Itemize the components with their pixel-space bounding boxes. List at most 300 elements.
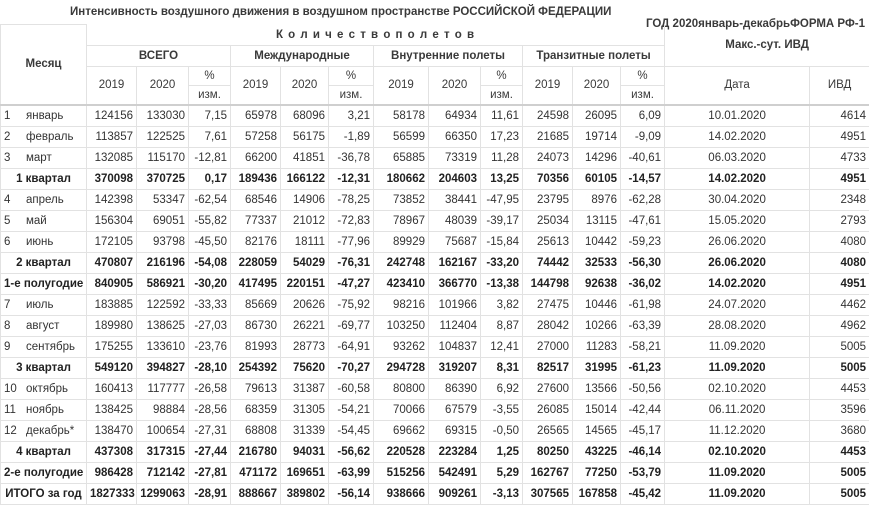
- value-cell: 223284: [429, 441, 481, 462]
- value-cell: 1827333: [87, 483, 137, 504]
- value-cell: 68546: [231, 189, 281, 210]
- value-cell: 27600: [523, 378, 573, 399]
- value-cell: 11.09.2020: [665, 336, 810, 357]
- value-cell: 909261: [429, 483, 481, 504]
- value-cell: 28.08.2020: [665, 315, 810, 336]
- value-cell: 80800: [374, 378, 429, 399]
- value-cell: 204603: [429, 168, 481, 189]
- col-tr-2020: 2020: [573, 66, 621, 105]
- table-row: [1, 105, 869, 127]
- value-cell: 57258: [231, 126, 281, 147]
- col-tr-pct: %: [621, 66, 665, 85]
- value-cell: 67579: [429, 399, 481, 420]
- value-cell: 4453: [810, 378, 869, 399]
- value-cell: 113857: [87, 126, 137, 147]
- value-cell: 317315: [137, 441, 189, 462]
- month-cell: [1, 210, 87, 231]
- value-cell: -39,17: [481, 210, 523, 231]
- value-cell: 366770: [429, 273, 481, 294]
- value-cell: -3,55: [481, 399, 523, 420]
- value-cell: -60,58: [329, 378, 374, 399]
- col-dom-pct: %: [481, 66, 523, 85]
- value-cell: -56,14: [329, 483, 374, 504]
- value-cell: 104837: [429, 336, 481, 357]
- value-cell: 167858: [573, 483, 621, 504]
- value-cell: -42,44: [621, 399, 665, 420]
- value-cell: 79613: [231, 378, 281, 399]
- value-cell: 48039: [429, 210, 481, 231]
- table-header: [1, 25, 869, 105]
- value-cell: 11.12.2020: [665, 420, 810, 441]
- value-cell: -50,56: [621, 378, 665, 399]
- value-cell: 28042: [523, 315, 573, 336]
- col-ivd: ИВД: [810, 66, 869, 105]
- value-cell: 75620: [281, 357, 329, 378]
- value-cell: 70356: [523, 168, 573, 189]
- value-cell: 5005: [810, 336, 869, 357]
- month-label: 1-е полугодие: [4, 277, 84, 290]
- table-row: [1, 168, 869, 189]
- value-cell: 14.02.2020: [665, 168, 810, 189]
- traffic-table: [0, 24, 869, 505]
- value-cell: 4733: [810, 147, 869, 168]
- value-cell: 4962: [810, 315, 869, 336]
- value-cell: 122592: [137, 294, 189, 315]
- value-cell: 77250: [573, 462, 621, 483]
- col-dom-2019: 2019: [374, 66, 429, 105]
- value-cell: 98884: [137, 399, 189, 420]
- value-cell: -0,50: [481, 420, 523, 441]
- table-body: [1, 105, 869, 505]
- value-cell: -3,13: [481, 483, 523, 504]
- value-cell: 4951: [810, 273, 869, 294]
- table-row: [1, 357, 869, 378]
- month-cell: [1, 189, 87, 210]
- table-row: [1, 441, 869, 462]
- value-cell: 75687: [429, 231, 481, 252]
- value-cell: 160413: [87, 378, 137, 399]
- value-cell: 02.10.2020: [665, 441, 810, 462]
- value-cell: 115170: [137, 147, 189, 168]
- month-cell: [1, 294, 87, 315]
- col-dom-chg: изм.: [481, 85, 523, 105]
- value-cell: -23,76: [189, 336, 231, 357]
- value-cell: -47,27: [329, 273, 374, 294]
- value-cell: 66350: [429, 126, 481, 147]
- value-cell: -53,79: [621, 462, 665, 483]
- table-row: [1, 231, 869, 252]
- value-cell: 4951: [810, 126, 869, 147]
- value-cell: -36,02: [621, 273, 665, 294]
- value-cell: 89929: [374, 231, 429, 252]
- month-number: 3: [4, 151, 11, 164]
- value-cell: -45,42: [621, 483, 665, 504]
- month-label: май: [26, 214, 47, 227]
- value-cell: 228059: [231, 252, 281, 273]
- value-cell: 2348: [810, 189, 869, 210]
- value-cell: 11,61: [481, 105, 523, 127]
- value-cell: 69051: [137, 210, 189, 231]
- month-label: 1 квартал: [16, 172, 71, 185]
- value-cell: -76,31: [329, 252, 374, 273]
- value-cell: 4453: [810, 441, 869, 462]
- value-cell: 175255: [87, 336, 137, 357]
- value-cell: 11.09.2020: [665, 462, 810, 483]
- value-cell: -61,98: [621, 294, 665, 315]
- value-cell: 122525: [137, 126, 189, 147]
- value-cell: 92638: [573, 273, 621, 294]
- month-label: апрель: [26, 193, 64, 206]
- value-cell: -59,23: [621, 231, 665, 252]
- month-cell: [1, 315, 87, 336]
- value-cell: 25613: [523, 231, 573, 252]
- value-cell: 18111: [281, 231, 329, 252]
- value-cell: 3,82: [481, 294, 523, 315]
- value-cell: 19714: [573, 126, 621, 147]
- month-label: июль: [26, 298, 54, 311]
- col-domestic: Внутренние полеты: [374, 45, 523, 66]
- value-cell: 133610: [137, 336, 189, 357]
- month-label: 2-е полугодие: [4, 466, 84, 479]
- value-cell: -58,21: [621, 336, 665, 357]
- table-row: [1, 147, 869, 168]
- value-cell: 73319: [429, 147, 481, 168]
- col-date: Дата: [665, 66, 810, 105]
- value-cell: 515256: [374, 462, 429, 483]
- value-cell: 4080: [810, 252, 869, 273]
- value-cell: -27,03: [189, 315, 231, 336]
- value-cell: 21012: [281, 210, 329, 231]
- value-cell: -54,08: [189, 252, 231, 273]
- report-title: Интенсивность воздушного движения в воздушном пространстве РОССИЙСКОЙ ФЕДЕРАЦИИ: [70, 6, 612, 18]
- col-intl-chg: изм.: [329, 85, 374, 105]
- value-cell: -28,91: [189, 483, 231, 504]
- value-cell: 986428: [87, 462, 137, 483]
- value-cell: 26221: [281, 315, 329, 336]
- month-cell: [1, 378, 87, 399]
- value-cell: 60105: [573, 168, 621, 189]
- value-cell: 13566: [573, 378, 621, 399]
- value-cell: 14.02.2020: [665, 126, 810, 147]
- value-cell: 840905: [87, 273, 137, 294]
- value-cell: 471172: [231, 462, 281, 483]
- value-cell: 27475: [523, 294, 573, 315]
- value-cell: -77,96: [329, 231, 374, 252]
- value-cell: 5005: [810, 462, 869, 483]
- value-cell: 58178: [374, 105, 429, 127]
- value-cell: 370098: [87, 168, 137, 189]
- value-cell: 14296: [573, 147, 621, 168]
- value-cell: 3680: [810, 420, 869, 441]
- month-cell: [1, 483, 87, 504]
- col-total-2020: 2020: [137, 66, 189, 105]
- month-number: 7: [4, 298, 11, 311]
- value-cell: 82517: [523, 357, 573, 378]
- value-cell: 85669: [231, 294, 281, 315]
- value-cell: 68808: [231, 420, 281, 441]
- value-cell: 81993: [231, 336, 281, 357]
- value-cell: 319207: [429, 357, 481, 378]
- value-cell: 216196: [137, 252, 189, 273]
- month-label: декабрь*: [26, 424, 75, 437]
- table-row: [1, 126, 869, 147]
- value-cell: 31387: [281, 378, 329, 399]
- value-cell: 13115: [573, 210, 621, 231]
- table-row: [1, 399, 869, 420]
- value-cell: -27,31: [189, 420, 231, 441]
- month-label: ноябрь: [26, 403, 64, 416]
- month-cell: [1, 147, 87, 168]
- month-cell: [1, 399, 87, 420]
- value-cell: -47,61: [621, 210, 665, 231]
- value-cell: 14.02.2020: [665, 273, 810, 294]
- value-cell: 7,61: [189, 126, 231, 147]
- value-cell: 437308: [87, 441, 137, 462]
- value-cell: 888667: [231, 483, 281, 504]
- value-cell: 370725: [137, 168, 189, 189]
- value-cell: 423410: [374, 273, 429, 294]
- month-label: 2 квартал: [16, 256, 71, 269]
- value-cell: 294728: [374, 357, 429, 378]
- value-cell: -64,91: [329, 336, 374, 357]
- value-cell: 38441: [429, 189, 481, 210]
- month-label: август: [26, 319, 60, 332]
- value-cell: 5005: [810, 357, 869, 378]
- value-cell: 144798: [523, 273, 573, 294]
- value-cell: 80250: [523, 441, 573, 462]
- month-cell: [1, 168, 87, 189]
- value-cell: 26.06.2020: [665, 252, 810, 273]
- col-dom-2020: 2020: [429, 66, 481, 105]
- table-row: [1, 336, 869, 357]
- table-row: [1, 315, 869, 336]
- value-cell: 254392: [231, 357, 281, 378]
- value-cell: -63,39: [621, 315, 665, 336]
- value-cell: -62,54: [189, 189, 231, 210]
- value-cell: 172105: [87, 231, 137, 252]
- value-cell: 24073: [523, 147, 573, 168]
- value-cell: -45,17: [621, 420, 665, 441]
- value-cell: 10.01.2020: [665, 105, 810, 127]
- value-cell: 4951: [810, 168, 869, 189]
- col-total-pct: %: [189, 66, 231, 85]
- value-cell: -69,77: [329, 315, 374, 336]
- value-cell: 65885: [374, 147, 429, 168]
- report-header: [0, 0, 869, 20]
- value-cell: 6,92: [481, 378, 523, 399]
- value-cell: 8976: [573, 189, 621, 210]
- value-cell: 98216: [374, 294, 429, 315]
- month-label: 3 квартал: [16, 361, 71, 374]
- value-cell: 138625: [137, 315, 189, 336]
- col-international: Международные: [231, 45, 374, 66]
- value-cell: -56,62: [329, 441, 374, 462]
- value-cell: 23795: [523, 189, 573, 210]
- value-cell: 13,25: [481, 168, 523, 189]
- table-row: [1, 273, 869, 294]
- value-cell: 31339: [281, 420, 329, 441]
- table-row: [1, 210, 869, 231]
- value-cell: 4080: [810, 231, 869, 252]
- month-cell: [1, 420, 87, 441]
- value-cell: 31305: [281, 399, 329, 420]
- month-cell: [1, 231, 87, 252]
- value-cell: -75,92: [329, 294, 374, 315]
- value-cell: 189980: [87, 315, 137, 336]
- value-cell: 3596: [810, 399, 869, 420]
- month-number: 8: [4, 319, 11, 332]
- value-cell: -36,78: [329, 147, 374, 168]
- value-cell: 162167: [429, 252, 481, 273]
- value-cell: 30.04.2020: [665, 189, 810, 210]
- value-cell: 93798: [137, 231, 189, 252]
- value-cell: -61,23: [621, 357, 665, 378]
- value-cell: 73852: [374, 189, 429, 210]
- table-row: [1, 252, 869, 273]
- month-number: 6: [4, 235, 11, 248]
- month-number: 9: [4, 340, 11, 353]
- value-cell: 133030: [137, 105, 189, 127]
- value-cell: 66200: [231, 147, 281, 168]
- value-cell: 586921: [137, 273, 189, 294]
- month-number: 10: [4, 382, 17, 395]
- month-cell: [1, 441, 87, 462]
- value-cell: 220528: [374, 441, 429, 462]
- month-cell: [1, 462, 87, 483]
- value-cell: 712142: [137, 462, 189, 483]
- value-cell: -55,82: [189, 210, 231, 231]
- col-total-2019: 2019: [87, 66, 137, 105]
- value-cell: 124156: [87, 105, 137, 127]
- value-cell: -12,81: [189, 147, 231, 168]
- value-cell: 64934: [429, 105, 481, 127]
- month-label: сентябрь: [26, 340, 75, 353]
- value-cell: -30,20: [189, 273, 231, 294]
- value-cell: 11283: [573, 336, 621, 357]
- value-cell: -78,25: [329, 189, 374, 210]
- value-cell: 1299063: [137, 483, 189, 504]
- month-number: 4: [4, 193, 11, 206]
- value-cell: 28773: [281, 336, 329, 357]
- value-cell: 10446: [573, 294, 621, 315]
- col-tr-2019: 2019: [523, 66, 573, 105]
- value-cell: 56175: [281, 126, 329, 147]
- value-cell: -28,56: [189, 399, 231, 420]
- value-cell: -1,89: [329, 126, 374, 147]
- value-cell: 101966: [429, 294, 481, 315]
- month-cell: [1, 252, 87, 273]
- value-cell: 8,31: [481, 357, 523, 378]
- value-cell: 06.11.2020: [665, 399, 810, 420]
- value-cell: 14906: [281, 189, 329, 210]
- value-cell: 307565: [523, 483, 573, 504]
- value-cell: 542491: [429, 462, 481, 483]
- value-cell: 11,28: [481, 147, 523, 168]
- value-cell: 26565: [523, 420, 573, 441]
- value-cell: -47,95: [481, 189, 523, 210]
- value-cell: 5005: [810, 483, 869, 504]
- value-cell: -46,14: [621, 441, 665, 462]
- value-cell: 103250: [374, 315, 429, 336]
- month-cell: [1, 336, 87, 357]
- value-cell: 21685: [523, 126, 573, 147]
- value-cell: 54029: [281, 252, 329, 273]
- col-month: Месяц: [1, 25, 87, 105]
- col-max-ivd: Макс.-сут. ИВД: [665, 25, 869, 67]
- value-cell: 417495: [231, 273, 281, 294]
- table-row: [1, 378, 869, 399]
- form-code: ГОД 2020январь-декабрьФОРМА РФ-1: [646, 18, 865, 30]
- value-cell: 86730: [231, 315, 281, 336]
- value-cell: 132085: [87, 147, 137, 168]
- col-count-flights: К о л и ч е с т в о п о л е т о в: [87, 25, 665, 46]
- value-cell: 3,21: [329, 105, 374, 127]
- col-total: ВСЕГО: [87, 45, 231, 66]
- month-label: февраль: [26, 130, 74, 143]
- value-cell: 183885: [87, 294, 137, 315]
- value-cell: 53347: [137, 189, 189, 210]
- value-cell: -9,09: [621, 126, 665, 147]
- value-cell: 69662: [374, 420, 429, 441]
- value-cell: -12,31: [329, 168, 374, 189]
- value-cell: 32533: [573, 252, 621, 273]
- value-cell: 162767: [523, 462, 573, 483]
- value-cell: -40,61: [621, 147, 665, 168]
- value-cell: 1,25: [481, 441, 523, 462]
- value-cell: -56,30: [621, 252, 665, 273]
- value-cell: 41851: [281, 147, 329, 168]
- value-cell: 27000: [523, 336, 573, 357]
- value-cell: -28,10: [189, 357, 231, 378]
- value-cell: 242748: [374, 252, 429, 273]
- value-cell: 10266: [573, 315, 621, 336]
- col-transit: Транзитные полеты: [523, 45, 665, 66]
- value-cell: 156304: [87, 210, 137, 231]
- col-intl-2019: 2019: [231, 66, 281, 105]
- value-cell: 142398: [87, 189, 137, 210]
- value-cell: 7,15: [189, 105, 231, 127]
- value-cell: 86390: [429, 378, 481, 399]
- value-cell: 138425: [87, 399, 137, 420]
- value-cell: 78967: [374, 210, 429, 231]
- month-number: 11: [4, 403, 16, 416]
- value-cell: 24.07.2020: [665, 294, 810, 315]
- value-cell: 389802: [281, 483, 329, 504]
- value-cell: 12,41: [481, 336, 523, 357]
- table-row: [1, 189, 869, 210]
- value-cell: -54,21: [329, 399, 374, 420]
- value-cell: 56599: [374, 126, 429, 147]
- value-cell: -33,20: [481, 252, 523, 273]
- month-cell: [1, 126, 87, 147]
- value-cell: 100654: [137, 420, 189, 441]
- month-label: 4 квартал: [16, 445, 71, 458]
- value-cell: 166122: [281, 168, 329, 189]
- value-cell: 0,17: [189, 168, 231, 189]
- value-cell: 117777: [137, 378, 189, 399]
- value-cell: 68359: [231, 399, 281, 420]
- value-cell: 94031: [281, 441, 329, 462]
- value-cell: -15,84: [481, 231, 523, 252]
- value-cell: -62,28: [621, 189, 665, 210]
- table-row: [1, 294, 869, 315]
- value-cell: 24598: [523, 105, 573, 127]
- value-cell: 31995: [573, 357, 621, 378]
- value-cell: -54,45: [329, 420, 374, 441]
- month-number: 12: [4, 424, 17, 437]
- value-cell: 10442: [573, 231, 621, 252]
- value-cell: 15014: [573, 399, 621, 420]
